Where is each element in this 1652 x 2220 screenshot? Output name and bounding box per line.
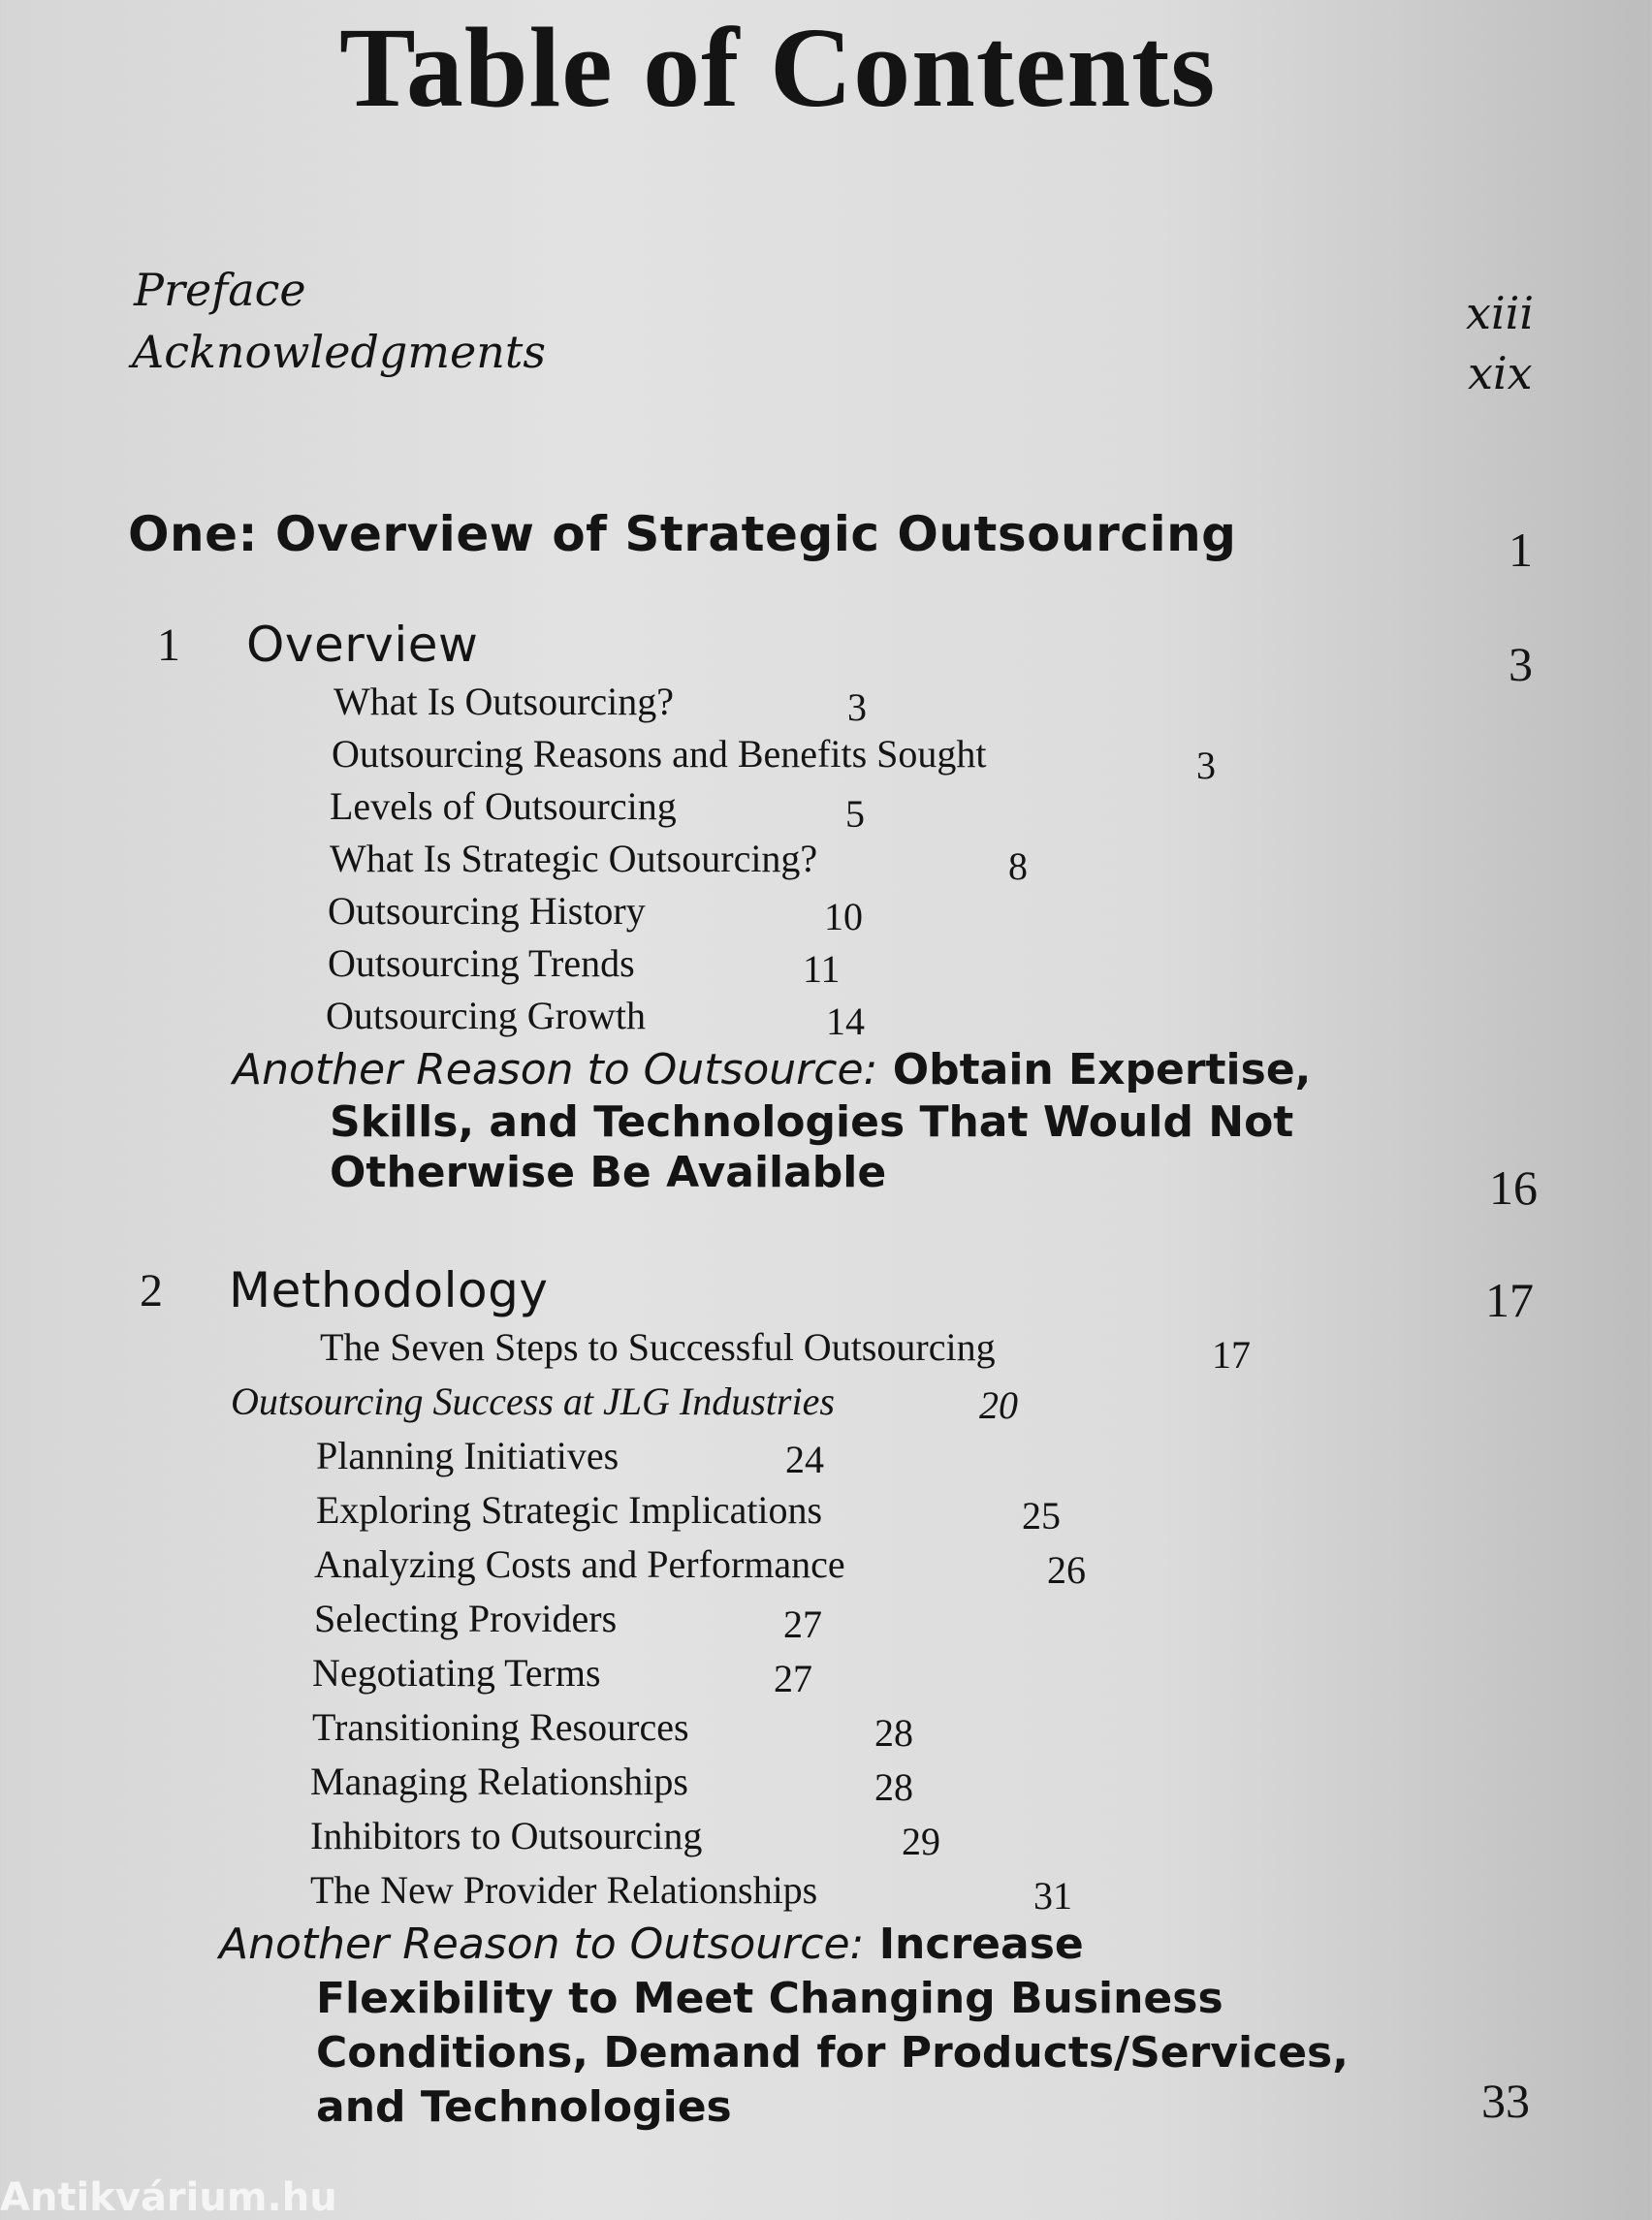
chapter-2-section: Planning Initiatives	[316, 1434, 620, 1477]
chapter-1-section-page: 3	[1196, 744, 1216, 787]
chapter-2-page: 17	[1485, 1273, 1534, 1327]
chapter-2-section: Transitioning Resources	[312, 1705, 689, 1749]
chapter-1-section-page: 10	[824, 895, 863, 938]
part-heading: One: Overview of Strategic Outsourcing	[128, 506, 1237, 562]
chapter-2-section-page: 25	[1022, 1494, 1061, 1538]
chapter-2-another-reason-line4: and Technologies	[316, 2082, 732, 2132]
chapter-2-section-page: 29	[902, 1820, 940, 1863]
chapter-2-section-page: 27	[774, 1657, 812, 1700]
another-reason-lead: Another Reason to Outsource:	[233, 1045, 878, 1094]
chapter-2-feature-page: 20	[979, 1383, 1018, 1427]
chapter-2-feature: Outsourcing Success at JLG Industries	[231, 1380, 835, 1423]
chapter-2-section: Analyzing Costs and Performance	[314, 1542, 845, 1586]
chapter-1-page: 3	[1509, 637, 1533, 691]
another-reason-text: Obtain Expertise,	[892, 1045, 1312, 1094]
chapter-2-another-reason-line2: Flexibility to Meet Changing Business	[316, 1974, 1223, 2023]
chapter-1-section: Outsourcing Growth	[326, 994, 646, 1037]
chapter-1-section-page: 8	[1008, 844, 1028, 888]
chapter-1-section: Levels of Outsourcing	[330, 784, 677, 828]
another-reason-lead: Another Reason to Outsource:	[219, 1919, 865, 1969]
another-reason-text: Increase	[878, 1919, 1084, 1969]
chapter-2-title: Methodology	[229, 1262, 549, 1318]
chapter-1-another-reason-line1	[233, 1045, 1311, 1094]
chapter-2-section: The Seven Steps to Successful Outsourcing	[320, 1325, 996, 1369]
chapter-1-section-page: 11	[803, 947, 841, 991]
chapter-1-another-reason-line2: Skills, and Technologies That Would Not	[330, 1097, 1294, 1147]
chapter-1-title: Overview	[246, 617, 479, 673]
chapter-1-section: Outsourcing Trends	[328, 941, 635, 985]
chapter-1-section: Outsourcing History	[328, 889, 646, 933]
chapter-2-section: The New Provider Relationships	[310, 1868, 818, 1912]
chapter-2-section: Negotiating Terms	[312, 1651, 601, 1695]
chapter-1-another-reason-line3: Otherwise Be Available	[330, 1148, 887, 1197]
front-matter-acknowledgments: Acknowledgments	[132, 326, 546, 378]
chapter-2-section: Inhibitors to Outsourcing	[310, 1814, 703, 1857]
part-page: 1	[1509, 523, 1533, 577]
chapter-1-section: What Is Strategic Outsourcing?	[330, 837, 818, 880]
chapter-2-section-page: 31	[1033, 1874, 1072, 1918]
chapter-1-section-page: 3	[847, 685, 867, 729]
front-matter-preface-page: xiii	[1466, 287, 1535, 339]
page-title: Table of Contents	[339, 4, 1217, 131]
chapter-2-section-page: 28	[874, 1711, 913, 1755]
chapter-1-another-reason-page: 16	[1489, 1160, 1538, 1215]
chapter-2-another-reason-page: 33	[1481, 2074, 1530, 2128]
chapter-1-section-page: 5	[845, 792, 865, 836]
chapter-2-another-reason-line1	[219, 1919, 1084, 1969]
chapter-2-section-page: 27	[783, 1602, 822, 1646]
chapter-2-another-reason-line3: Conditions, Demand for Products/Services,	[316, 2028, 1349, 2077]
chapter-1-section: Outsourcing Reasons and Benefits Sought	[332, 732, 987, 776]
front-matter-preface: Preface	[134, 264, 306, 316]
chapter-2-section-page: 28	[874, 1765, 913, 1809]
chapter-2-section: Exploring Strategic Implications	[316, 1488, 823, 1532]
chapter-2-number: 2	[140, 1265, 163, 1316]
chapter-2-section-page: 17	[1212, 1333, 1251, 1377]
chapter-2-section: Selecting Providers	[314, 1597, 618, 1640]
chapter-2-section-page: 24	[785, 1438, 824, 1481]
chapter-2-section-page: 26	[1047, 1548, 1086, 1592]
chapter-1-section-page: 14	[826, 999, 865, 1043]
chapter-2-section: Managing Relationships	[310, 1760, 688, 1803]
front-matter-acknowledgments-page: xix	[1468, 347, 1533, 399]
watermark: Antikvárium.hu	[0, 2175, 337, 2220]
chapter-1-section: What Is Outsourcing?	[334, 680, 675, 723]
chapter-1-number: 1	[157, 619, 180, 671]
